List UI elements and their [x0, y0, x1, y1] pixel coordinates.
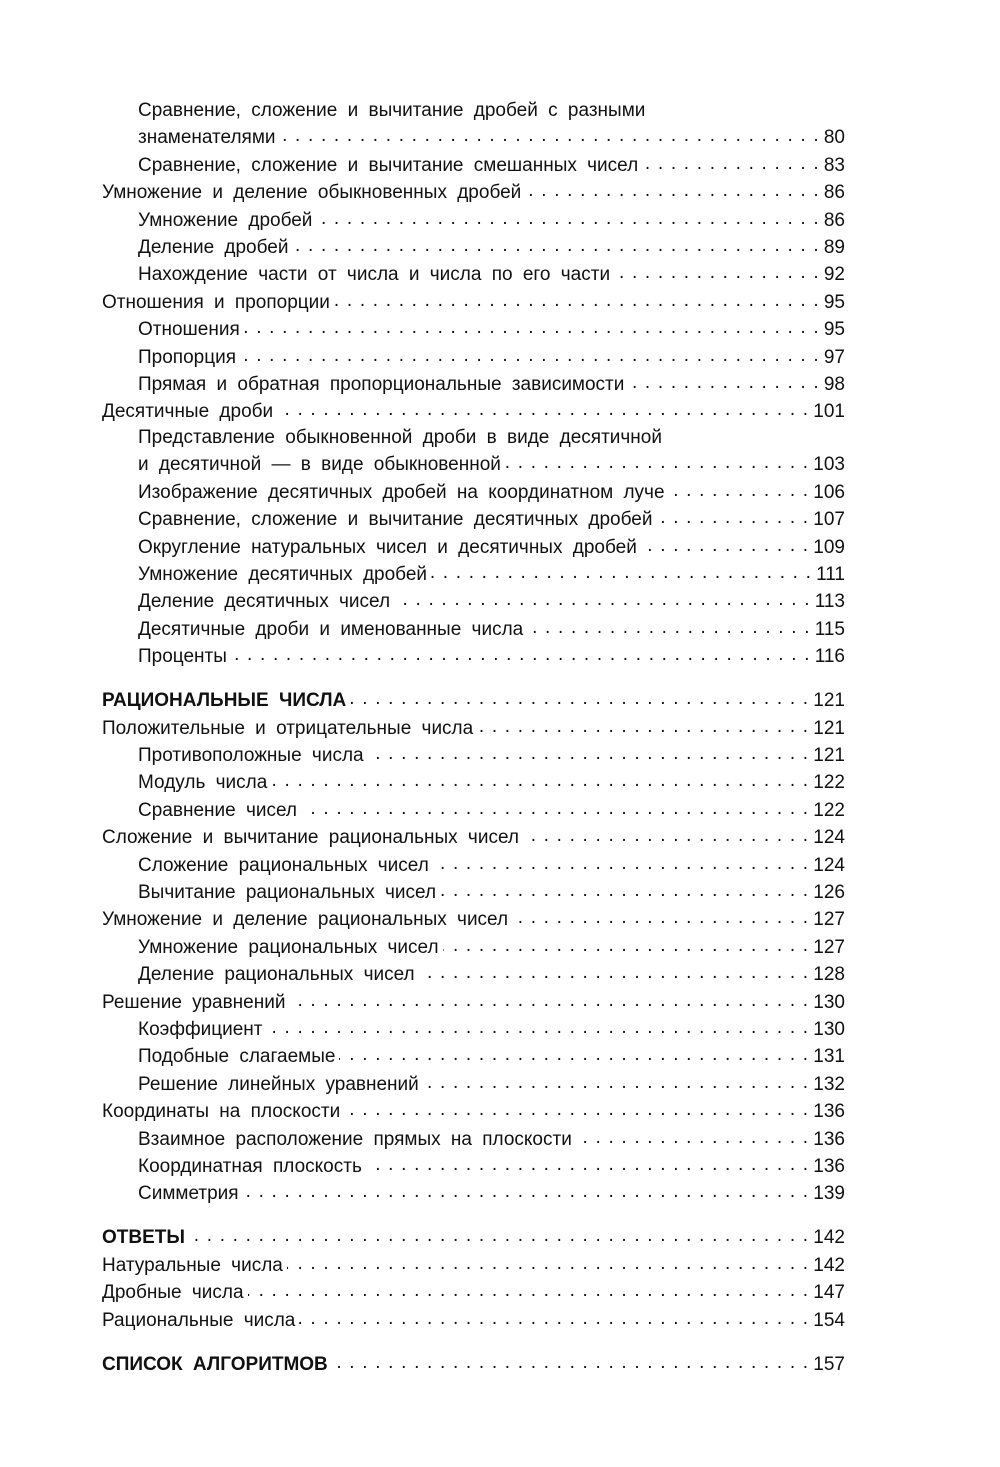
toc-page-number: 116: [814, 646, 845, 668]
toc-entry-title: Деление дробей: [138, 237, 289, 259]
toc-entry: [102, 1042, 845, 1069]
toc-entry-title: Изображение десятичных дробей на координатном луче: [138, 481, 665, 503]
dot-leader: [419, 960, 810, 980]
toc-page-number: 131: [813, 1046, 845, 1068]
toc-entry: [102, 823, 845, 850]
toc-entry-title: Пропорция: [138, 346, 236, 368]
dot-leader: [299, 1306, 809, 1326]
toc-page-number: 136: [813, 1156, 845, 1178]
dot-leader: [244, 315, 820, 335]
dot-leader: [280, 123, 820, 143]
toc-page-number: 109: [813, 536, 845, 558]
toc-page-number: 139: [813, 1183, 845, 1205]
toc-entry: [102, 851, 845, 878]
toc-entry-title: Сложение и вычитание рациональных чисел: [102, 827, 519, 849]
toc-page-number: 121: [813, 744, 845, 766]
toc-entry-title: Десятичные дроби: [102, 401, 274, 423]
dot-leader: [366, 1152, 809, 1172]
dot-leader: [443, 933, 810, 953]
dot-leader: [433, 851, 809, 871]
toc-page-number: 92: [823, 264, 845, 286]
toc-entry: [102, 768, 845, 795]
toc-page-number: 122: [813, 799, 845, 821]
toc-page-number: 157: [813, 1353, 845, 1375]
toc-page-number: 122: [813, 772, 845, 794]
dot-leader: [440, 878, 809, 898]
toc-entry-title: знаменателями: [138, 127, 276, 149]
toc-entry-title: СПИСОК АЛГОРИТМОВ: [102, 1353, 328, 1375]
dot-leader: [271, 768, 809, 788]
toc-entry: [102, 533, 845, 560]
toc-entry-title-line: Сравнение, сложение и вычитание дробей с разными: [138, 100, 646, 121]
toc-page-number: 101: [813, 401, 845, 423]
toc-entry: [102, 151, 845, 178]
toc-section-heading: [102, 1223, 845, 1250]
toc-entry: [102, 370, 845, 397]
toc-entry: [102, 587, 845, 614]
toc-entry-title: Вычитание рациональных чисел: [138, 881, 437, 903]
dot-leader: [423, 1070, 810, 1090]
toc-entry-title: Положительные и отрицательные числа: [102, 717, 474, 739]
toc-page-number: 147: [813, 1282, 845, 1304]
dot-leader: [641, 533, 809, 553]
toc-entry-title: Умножение рациональных чисел: [138, 936, 439, 958]
toc-entry-title: Умножение дробей: [138, 209, 313, 231]
dot-leader: [266, 1015, 809, 1035]
toc-entry-title: Округление натуральных чисел и десятичных дробей: [138, 536, 637, 558]
dot-leader: [332, 1350, 810, 1370]
toc-entry-title: Деление десятичных чисел: [138, 591, 391, 613]
dot-leader: [277, 397, 809, 417]
toc-entry-title: Сравнение чисел: [138, 799, 297, 821]
toc-page-number: 103: [813, 454, 845, 476]
dot-leader: [248, 1278, 810, 1298]
toc-entry-title: Сравнение, сложение и вычитание смешанных чисел: [138, 154, 639, 176]
toc-page-number: 98: [823, 374, 845, 396]
toc-entry-title: РАЦИОНАЛЬНЫЕ ЧИСЛА: [102, 690, 347, 712]
toc-entry: [102, 560, 845, 587]
toc-entry-title: и десятичной — в виде обыкновенной: [138, 454, 501, 476]
dot-leader: [576, 1125, 809, 1145]
toc-entry-title: Отношения и пропорции: [102, 291, 330, 313]
dot-leader: [240, 343, 820, 363]
toc-page-number: 111: [816, 563, 845, 585]
toc-section-heading: [102, 1350, 845, 1377]
toc-entry: [102, 1152, 845, 1179]
dot-leader: [628, 370, 819, 390]
toc-entry-title: Десятичные дроби и именованные числа: [138, 618, 524, 640]
toc-entry-title: Решение линейных уравнений: [138, 1073, 419, 1095]
toc-entry: [102, 878, 845, 905]
dot-leader: [669, 478, 810, 498]
toc-entry: [102, 343, 845, 370]
toc-page-number: 121: [813, 690, 845, 712]
dot-leader: [289, 988, 809, 1008]
toc-entry-title: Умножение и деление обыкновенных дробей: [102, 182, 522, 204]
toc-entry: [102, 1278, 845, 1305]
table-of-contents: [102, 98, 845, 1377]
dot-leader: [334, 288, 820, 308]
toc-entry: [102, 905, 845, 932]
toc-entry: [102, 206, 845, 233]
toc-page-number: 130: [813, 1019, 845, 1040]
toc-entry-title: Отношения: [138, 319, 240, 341]
toc-page-number: 107: [813, 509, 845, 531]
toc-entry-title: Умножение десятичных дробей: [138, 563, 428, 585]
dot-leader: [243, 1179, 810, 1199]
toc-page-number: 86: [823, 182, 845, 204]
toc-entry-title: Противоположные числа: [138, 744, 364, 766]
toc-entry-title: Взаимное расположение прямых на плоскости: [138, 1128, 572, 1150]
toc-entry: [102, 988, 845, 1015]
toc-entry: [102, 233, 845, 260]
toc-entry-title: Сложение рациональных чисел: [138, 854, 429, 876]
toc-entry-title: Дробные числа: [102, 1282, 244, 1304]
toc-entry-title: Проценты: [138, 646, 227, 668]
toc-entry-title: Решение уравнений: [102, 991, 286, 1013]
toc-entry: [102, 960, 845, 987]
toc-entry: [102, 714, 845, 741]
toc-entry-title: Нахождение части от числа и числа по его части: [138, 264, 611, 286]
toc-entry-title: Сравнение, сложение и вычитание десятичных дробей: [138, 509, 653, 531]
dot-leader: [505, 450, 809, 470]
toc-page-number: 115: [814, 618, 845, 640]
dot-leader: [527, 615, 810, 635]
toc-entry-title: Прямая и обратная пропорциональные зависимости: [138, 374, 625, 396]
dot-leader: [350, 686, 809, 706]
toc-section-heading: [102, 686, 845, 713]
toc-page-number: 130: [813, 991, 845, 1013]
toc-entry-title: ОТВЕТЫ: [102, 1227, 185, 1249]
toc-page-number: 106: [813, 481, 845, 503]
toc-entry-title: Натуральные числа: [102, 1254, 283, 1276]
dot-leader: [525, 178, 820, 198]
toc-page-number: 113: [814, 591, 845, 613]
dot-leader: [394, 587, 811, 607]
dot-leader: [189, 1223, 809, 1243]
toc-page-number: 83: [823, 154, 845, 176]
toc-page-number: 80: [823, 127, 845, 149]
toc-entry: [102, 315, 845, 342]
toc-entry: [102, 397, 845, 424]
toc-entry-title: Деление рациональных чисел: [138, 964, 415, 986]
toc-entry: [102, 1125, 845, 1152]
dot-leader: [287, 1251, 809, 1271]
toc-entry-title: Модуль числа: [138, 772, 268, 794]
toc-entry-title-line: Представление обыкновенной дроби в виде десятичной: [138, 426, 662, 448]
toc-entry: [102, 1251, 845, 1278]
toc-entry-title: Симметрия: [138, 1183, 239, 1205]
dot-leader: [523, 823, 809, 843]
toc-entry-title: Умножение и деление рациональных чисел: [102, 909, 509, 931]
toc-entry: [102, 478, 845, 505]
dot-leader: [431, 560, 812, 580]
toc-page-number: 121: [813, 717, 845, 739]
toc-entry-title: Координатная плоскость: [138, 1156, 362, 1178]
dot-leader: [231, 642, 811, 662]
dot-leader: [477, 714, 809, 734]
dot-leader: [368, 741, 810, 761]
dot-leader: [292, 233, 819, 253]
toc-entry: [102, 260, 845, 287]
toc-page-number: 142: [813, 1254, 845, 1276]
toc-entry: [102, 505, 845, 532]
dot-leader: [344, 1097, 809, 1117]
toc-entry: [102, 450, 845, 477]
toc-entry: [102, 123, 845, 150]
dot-leader: [316, 206, 819, 226]
toc-page-number: 127: [813, 909, 845, 931]
toc-page-number: 124: [813, 827, 845, 849]
toc-page-number: 136: [813, 1101, 845, 1123]
toc-page-number: 127: [813, 936, 845, 958]
toc-page-number: 89: [823, 237, 845, 259]
dot-leader: [614, 260, 820, 280]
dot-leader: [642, 151, 820, 171]
toc-page-number: 86: [823, 209, 845, 231]
toc-entry: [102, 1097, 845, 1124]
toc-entry: [102, 178, 845, 205]
dot-leader: [339, 1042, 809, 1062]
toc-page-number: 124: [813, 854, 845, 876]
toc-entry: [102, 796, 845, 823]
toc-entry-title: Рациональные числа: [102, 1309, 296, 1331]
dot-leader: [512, 905, 809, 925]
dot-leader: [656, 505, 809, 525]
toc-entry: [102, 1306, 845, 1333]
toc-page-number: 142: [813, 1227, 845, 1249]
toc-page-number: 95: [823, 319, 845, 341]
toc-entry: [102, 642, 845, 669]
toc-page-number: 136: [813, 1128, 845, 1150]
toc-entry-title: Подобные слагаемые: [138, 1046, 336, 1068]
toc-entry: [102, 1070, 845, 1097]
toc-entry: [102, 615, 845, 642]
toc-entry: [102, 1015, 845, 1042]
toc-entry-title: Координаты на плоскости: [102, 1101, 341, 1123]
toc-page-number: 95: [823, 291, 845, 313]
toc-entry: [102, 1179, 845, 1206]
toc-page-number: 128: [813, 964, 845, 986]
toc-entry-title: Коэффициент: [138, 1019, 263, 1040]
toc-entry: [102, 288, 845, 315]
toc-page-number: 154: [813, 1309, 845, 1331]
toc-page-number: 126: [813, 881, 845, 903]
toc-page-number: 132: [813, 1073, 845, 1095]
dot-leader: [301, 796, 809, 816]
toc-entry: [102, 933, 845, 960]
toc-page-number: 97: [823, 346, 845, 368]
toc-entry: [102, 741, 845, 768]
